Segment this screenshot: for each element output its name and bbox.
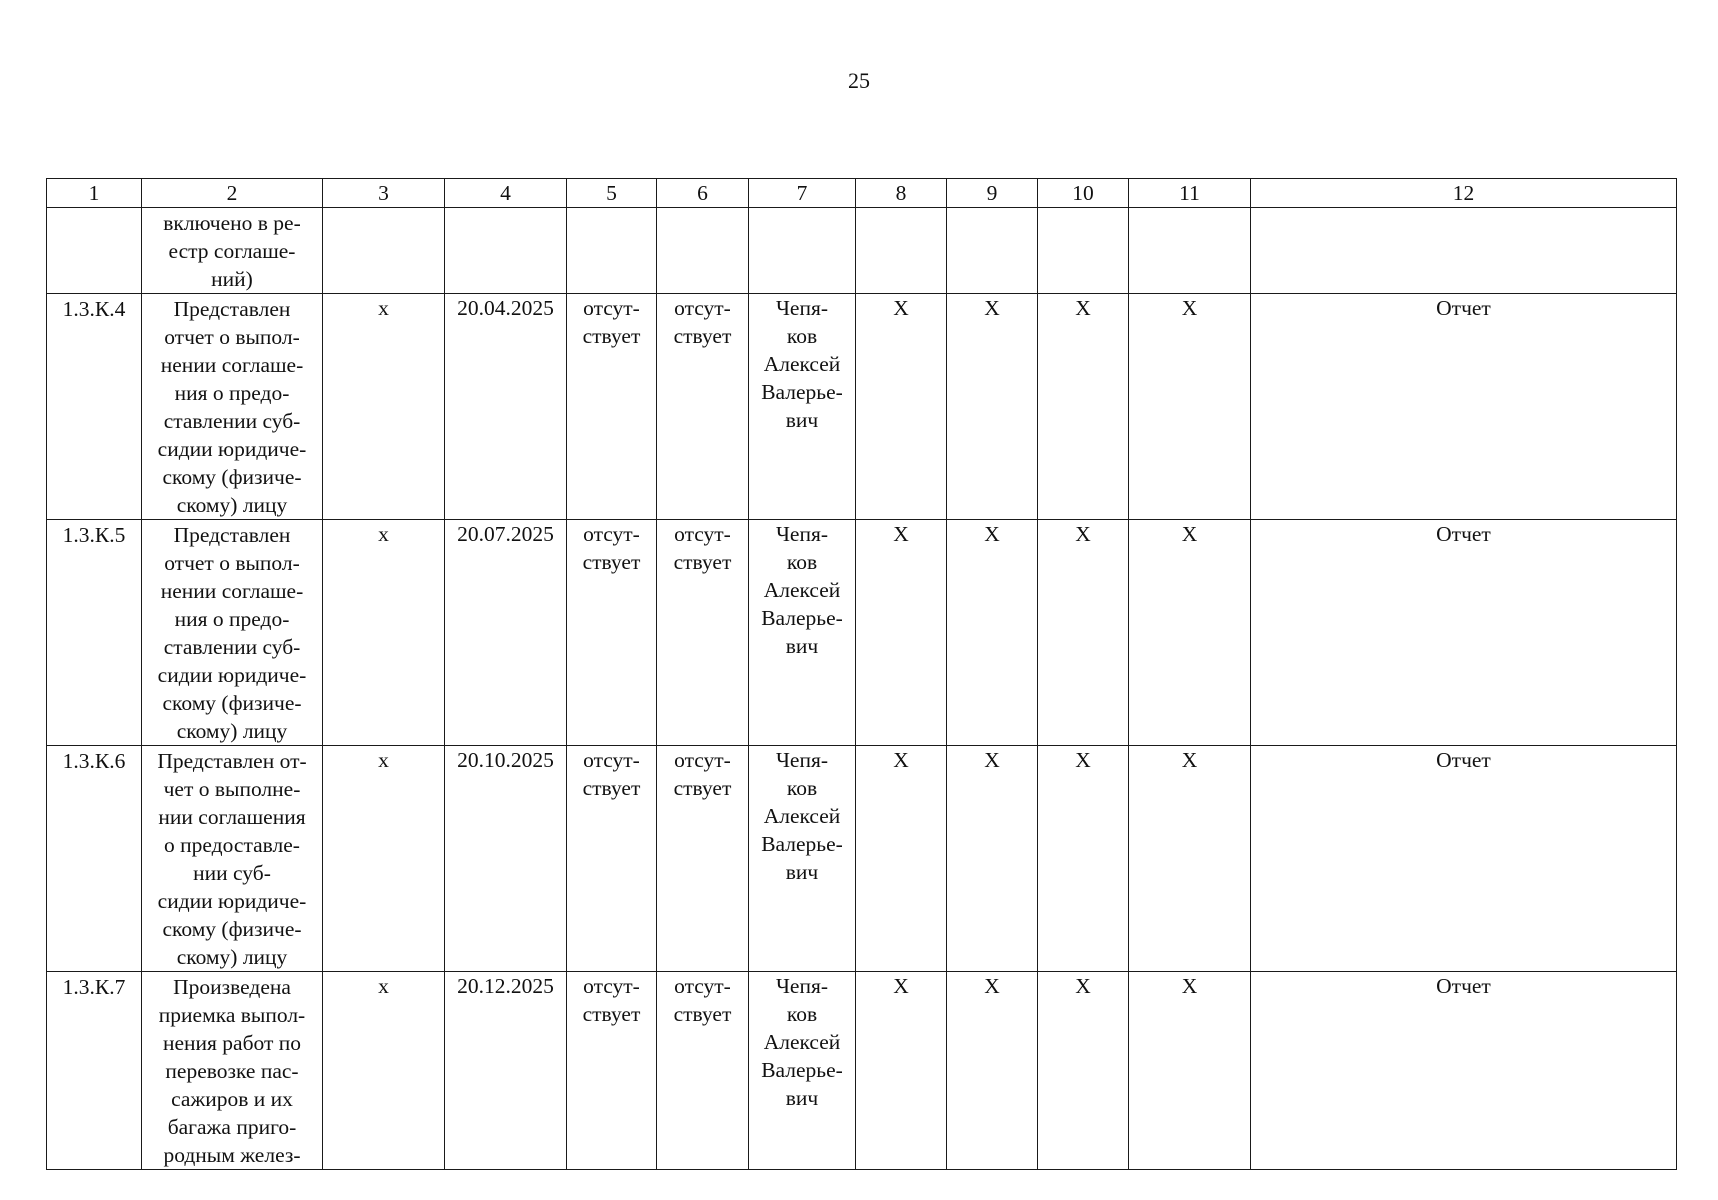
document-cell: Отчет — [1251, 294, 1677, 520]
col3-cell: х — [323, 520, 445, 746]
responsible-line: Алексей — [763, 578, 841, 602]
description-line: Произведена — [173, 975, 291, 999]
code-cell: 1.3.К.6 — [47, 746, 142, 972]
col5-line: отсут- — [583, 296, 640, 320]
description-line: скому) лицу — [176, 493, 288, 517]
document-cell: Отчет — [1251, 746, 1677, 972]
col6-line: отсут- — [674, 974, 731, 998]
col8-cell: Х — [856, 746, 947, 972]
empty-cell — [1251, 208, 1677, 294]
date-cell: 20.12.2025 — [445, 972, 567, 1170]
col5-line: ствует — [582, 1002, 641, 1026]
description-line: скому (физиче- — [162, 465, 302, 489]
col11-cell: Х — [1129, 972, 1251, 1170]
header-cell: 8 — [856, 179, 947, 208]
col5-cell — [567, 972, 657, 1170]
responsible-line: вич — [785, 1086, 819, 1110]
col6-line: ствует — [673, 776, 732, 800]
description-line: нии суб- — [193, 861, 271, 885]
table-row — [47, 520, 1677, 746]
col5-line: отсут- — [583, 522, 640, 546]
description-line: Представлен — [173, 297, 291, 321]
col6-line: ствует — [673, 1002, 732, 1026]
col11-cell: Х — [1129, 294, 1251, 520]
header-cell: 11 — [1129, 179, 1251, 208]
description-cell — [142, 746, 323, 972]
responsible-line: ков — [786, 1002, 818, 1026]
description-line: перевозке пас- — [165, 1059, 299, 1083]
empty-cell — [856, 208, 947, 294]
col6-line: отсут- — [674, 522, 731, 546]
description-line: чет о выполне- — [163, 777, 301, 801]
col9-cell: Х — [947, 520, 1038, 746]
responsible-line: ков — [786, 324, 818, 348]
description-line: скому (физиче- — [162, 917, 302, 941]
description-line: приемка выпол- — [158, 1003, 306, 1027]
empty-cell — [567, 208, 657, 294]
responsible-line: Чепя- — [775, 974, 829, 998]
header-cell: 7 — [749, 179, 856, 208]
col8-cell: Х — [856, 972, 947, 1170]
empty-cell — [1129, 208, 1251, 294]
code-cell: 1.3.К.4 — [47, 294, 142, 520]
description-line: багажа приго- — [167, 1115, 297, 1139]
responsible-line: вич — [785, 634, 819, 658]
responsible-line: Алексей — [763, 804, 841, 828]
responsible-line: ков — [786, 776, 818, 800]
date-cell: 20.07.2025 — [445, 520, 567, 746]
col6-cell — [657, 746, 749, 972]
responsible-line: Валерье- — [761, 606, 843, 630]
code-cell: 1.3.К.7 — [47, 972, 142, 1170]
col6-cell — [657, 520, 749, 746]
col5-line: ствует — [582, 550, 641, 574]
description-line: нении соглаше- — [160, 579, 304, 603]
col6-line: ствует — [673, 324, 732, 348]
description-line: ставлении суб- — [163, 409, 301, 433]
col10-cell: Х — [1038, 972, 1129, 1170]
table-row — [47, 294, 1677, 520]
responsible-line: Алексей — [763, 352, 841, 376]
empty-cell — [947, 208, 1038, 294]
date-cell: 20.04.2025 — [445, 294, 567, 520]
description-line: ставлении суб- — [163, 635, 301, 659]
description-line: сажиров и их — [171, 1087, 293, 1111]
col5-cell — [567, 294, 657, 520]
document-cell: Отчет — [1251, 972, 1677, 1170]
table-row — [47, 972, 1677, 1170]
date-cell: 20.10.2025 — [445, 746, 567, 972]
header-cell: 2 — [142, 179, 323, 208]
col6-line: отсут- — [674, 748, 731, 772]
responsible-cell — [749, 746, 856, 972]
description-line: сидии юридиче- — [157, 437, 307, 461]
description-cell — [142, 520, 323, 746]
col8-cell: Х — [856, 294, 947, 520]
col5-line: отсут- — [583, 748, 640, 772]
header-cell: 6 — [657, 179, 749, 208]
description-line: отчет о выпол- — [164, 325, 300, 349]
responsible-line: Валерье- — [761, 1058, 843, 1082]
empty-cell — [1038, 208, 1129, 294]
responsible-line: Алексей — [763, 1030, 841, 1054]
col6-cell — [657, 972, 749, 1170]
responsible-line: Чепя- — [775, 296, 829, 320]
control-points-table — [46, 178, 1677, 1170]
empty-cell — [657, 208, 749, 294]
description-line: Представлен от- — [157, 749, 307, 773]
description-line: ния о предо- — [174, 607, 290, 631]
col3-cell: х — [323, 972, 445, 1170]
col6-line: отсут- — [674, 296, 731, 320]
header-cell: 3 — [323, 179, 445, 208]
col3-cell: х — [323, 746, 445, 972]
table-header-row — [47, 179, 1677, 208]
description-line: Представлен — [173, 523, 291, 547]
document-cell: Отчет — [1251, 520, 1677, 746]
col3-cell: х — [323, 294, 445, 520]
description-cell — [142, 208, 323, 294]
header-cell: 10 — [1038, 179, 1129, 208]
description-line: нии соглашения — [158, 805, 306, 829]
table-row-continuation — [47, 208, 1677, 294]
empty-cell — [323, 208, 445, 294]
col5-line: ствует — [582, 324, 641, 348]
empty-cell — [749, 208, 856, 294]
description-line: сидии юридиче- — [157, 663, 307, 687]
description-cell — [142, 294, 323, 520]
col8-cell: Х — [856, 520, 947, 746]
header-cell: 4 — [445, 179, 567, 208]
description-line: включено в ре- — [163, 211, 301, 235]
header-cell: 9 — [947, 179, 1038, 208]
code-cell: 1.3.К.5 — [47, 520, 142, 746]
col10-cell: Х — [1038, 294, 1129, 520]
code-cell — [47, 208, 142, 294]
col5-line: отсут- — [583, 974, 640, 998]
header-cell: 5 — [567, 179, 657, 208]
responsible-line: вич — [785, 408, 819, 432]
col11-cell: Х — [1129, 520, 1251, 746]
responsible-line: Чепя- — [775, 522, 829, 546]
responsible-cell — [749, 294, 856, 520]
header-cell: 1 — [47, 179, 142, 208]
description-line: нении соглаше- — [160, 353, 304, 377]
responsible-line: вич — [785, 860, 819, 884]
description-line: о предоставле- — [164, 833, 300, 857]
col10-cell: Х — [1038, 746, 1129, 972]
table-row — [47, 746, 1677, 972]
col5-cell — [567, 746, 657, 972]
responsible-line: Валерье- — [761, 832, 843, 856]
page-number: 25 — [848, 68, 870, 93]
description-line: ний) — [211, 267, 253, 291]
description-line: сидии юридиче- — [157, 889, 307, 913]
description-line: нения работ по — [162, 1031, 302, 1055]
description-line: скому) лицу — [176, 945, 288, 969]
col9-cell: Х — [947, 972, 1038, 1170]
description-line: отчет о выпол- — [164, 551, 300, 575]
responsible-line: Валерье- — [761, 380, 843, 404]
empty-cell — [445, 208, 567, 294]
description-line: скому) лицу — [176, 719, 288, 743]
col6-line: ствует — [673, 550, 732, 574]
description-line: скому (физиче- — [162, 691, 302, 715]
responsible-line: ков — [786, 550, 818, 574]
col6-cell — [657, 294, 749, 520]
responsible-line: Чепя- — [775, 748, 829, 772]
col11-cell: Х — [1129, 746, 1251, 972]
col9-cell: Х — [947, 294, 1038, 520]
col5-cell — [567, 520, 657, 746]
responsible-cell — [749, 972, 856, 1170]
description-cell — [142, 972, 323, 1170]
col9-cell: Х — [947, 746, 1038, 972]
description-line: ния о предо- — [174, 381, 290, 405]
header-cell: 12 — [1251, 179, 1677, 208]
col10-cell: Х — [1038, 520, 1129, 746]
col5-line: ствует — [582, 776, 641, 800]
responsible-cell — [749, 520, 856, 746]
description-line: родным желез- — [163, 1143, 301, 1167]
description-line: естр соглаше- — [168, 239, 296, 263]
